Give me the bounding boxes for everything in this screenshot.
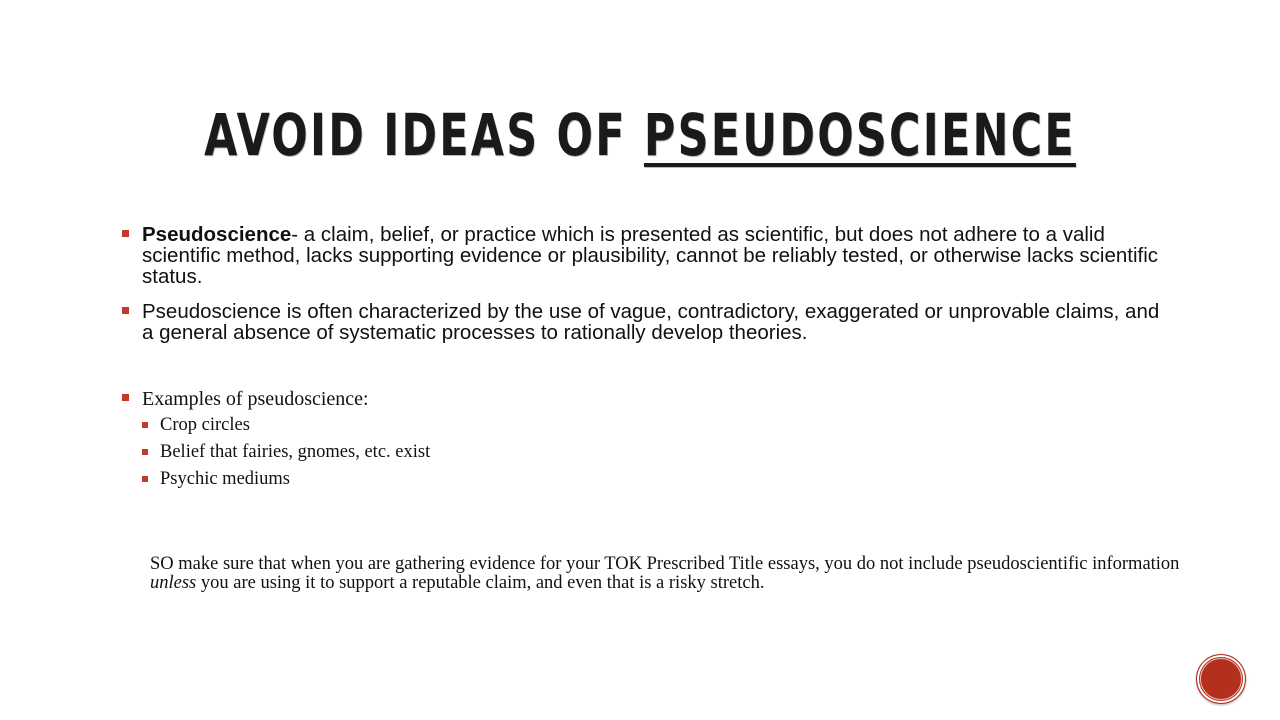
example-text: Belief that fairies, gnomes, etc. exist: [160, 442, 431, 462]
square-bullet-icon: [142, 422, 148, 428]
example-text: Crop circles: [160, 415, 250, 435]
note-text-after: you are using it to support a reputable claim, and even that is a risky stretch.: [196, 573, 765, 593]
examples-heading: Examples of pseudoscience:: [142, 388, 369, 410]
example-text: Psychic mediums: [160, 469, 291, 489]
example-item: [142, 441, 1162, 463]
square-bullet-icon: [122, 230, 129, 237]
square-bullet-icon: [142, 449, 148, 455]
bullet-text: Pseudoscience is often characterized by the use of vague, contradictory, exaggerated or unprovable claims, and a general absence of systematic processes to rationally develop theories.: [142, 300, 1160, 344]
title-plain-text: AVOID IDEAS OF: [204, 101, 644, 169]
square-bullet-icon: [122, 307, 129, 314]
example-item: [142, 468, 1162, 490]
slide-nav-button[interactable]: [1196, 654, 1246, 704]
square-bullet-icon: [122, 394, 129, 401]
note-text-before: SO make sure that when you are gathering evidence for your TOK Prescribed Title essays, you do not include pseudoscientific information: [150, 554, 1180, 574]
bullet-list: [122, 224, 1162, 495]
list-item: [122, 301, 1162, 343]
title-underlined-text: PSEUDOSCIENCE: [643, 101, 1076, 169]
square-bullet-icon: [142, 476, 148, 482]
example-item: [142, 414, 1162, 436]
examples-list: [122, 414, 1162, 490]
definition-term: Pseudoscience: [142, 223, 292, 246]
list-item: [122, 388, 1162, 410]
list-item: [122, 224, 1162, 287]
note-emphasis: unless: [150, 573, 197, 593]
slide-title: [166, 96, 1113, 174]
closing-note: [150, 555, 1180, 593]
definition-text: - a claim, belief, or practice which is presented as scientific, but does not adhere to a valid scientific method, lacks supporting evidence or plausibility, cannot be reliably tested, or otherwise lacks scientific status.: [142, 223, 1159, 288]
